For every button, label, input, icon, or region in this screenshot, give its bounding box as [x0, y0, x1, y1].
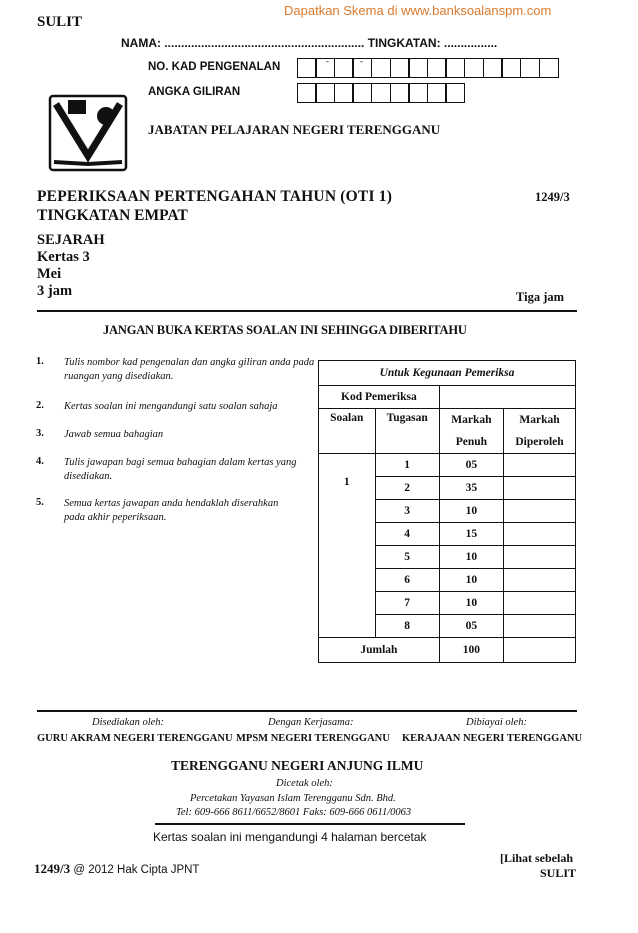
exam-level: TINGKATAN EMPAT [37, 207, 188, 224]
diperoleh-cell[interactable] [504, 615, 576, 638]
header-diperoleh: Diperoleh [504, 431, 576, 454]
penuh-cell: 05 [439, 615, 503, 638]
table-title: Untuk Kegunaan Pemeriksa [319, 361, 576, 386]
jpnt-logo-icon [48, 94, 128, 172]
tugasan-cell: 5 [375, 546, 439, 569]
tugasan-cell: 6 [375, 569, 439, 592]
month: Mei [37, 266, 62, 282]
kerajaan: KERAJAAN NEGERI TERENGGANU [402, 733, 583, 744]
header-markah-2: Markah [504, 409, 576, 432]
tugasan-cell: 8 [375, 615, 439, 638]
diperoleh-cell[interactable] [504, 454, 576, 477]
header-markah: Markah [439, 409, 503, 432]
penuh-cell: 10 [439, 500, 503, 523]
diperoleh-cell[interactable] [504, 546, 576, 569]
printer-name: Percetakan Yayasan Islam Terengganu Sdn. Bhd. [190, 793, 396, 804]
jumlah-diperoleh[interactable] [504, 638, 576, 663]
examiner-table [318, 360, 576, 663]
angka-giliran-boxes[interactable] [298, 83, 465, 103]
diperoleh-cell[interactable] [504, 592, 576, 615]
kod-pemeriksa-label: Kod Pemeriksa [319, 386, 440, 409]
jumlah-penuh: 100 [439, 638, 503, 663]
nama-tingkatan-line: NAMA: ............................................................ TINGKATAN: ................ [121, 36, 498, 50]
soalan-number: 1 [319, 454, 376, 638]
exam-title: PEPERIKSAAN PERTENGAHAN TAHUN (OTI 1) [37, 188, 393, 205]
jumlah-label: Jumlah [319, 638, 440, 663]
paper: Kertas 3 [37, 249, 90, 265]
diperoleh-cell[interactable] [504, 500, 576, 523]
mpsm: MPSM NEGERI TERENGGANU [236, 733, 390, 744]
diperoleh-cell[interactable] [504, 523, 576, 546]
tugasan-cell: 2 [375, 477, 439, 500]
penuh-cell: 10 [439, 592, 503, 615]
guru-akram: GURU AKRAM NEGERI TERENGGANU [37, 733, 233, 744]
disediakan-label: Disediakan oleh: [92, 717, 165, 728]
penuh-cell: 10 [439, 569, 503, 592]
header-penuh: Penuh [439, 431, 503, 454]
divider [155, 823, 465, 825]
dash-mark: - [326, 56, 329, 66]
divider [37, 710, 577, 712]
table-row [319, 454, 576, 477]
exam-code: 1249/3 [535, 190, 570, 204]
motto: TERENGGANU NEGERI ANJUNG ILMU [171, 758, 424, 773]
dicetak-label: Dicetak oleh: [276, 778, 333, 789]
subject: SEJARAH [37, 232, 105, 248]
kad-pengenalan-boxes[interactable] [298, 58, 559, 78]
penuh-cell: 10 [439, 546, 503, 569]
duration-words: Tiga jam [516, 290, 565, 304]
dibiayai-label: Dibiayai oleh: [466, 717, 527, 728]
page-count: Kertas soalan ini mengandungi 4 halaman bercetak [153, 830, 427, 844]
angka-giliran-label: ANGKA GILIRAN [148, 86, 241, 98]
header-soalan: Soalan [319, 409, 376, 454]
tugasan-cell: 3 [375, 500, 439, 523]
lihat-sebelah: [Lihat sebelah [500, 851, 574, 865]
header-tugasan: Tugasan [375, 409, 439, 454]
kad-pengenalan-label: NO. KAD PENGENALAN [148, 61, 281, 73]
sulit-footer: SULIT [540, 866, 577, 880]
duration: 3 jam [37, 283, 73, 299]
tugasan-cell: 1 [375, 454, 439, 477]
diperoleh-cell[interactable] [504, 477, 576, 500]
department-name: JABATAN PELAJARAN NEGERI TERENGGANU [148, 122, 441, 137]
penuh-cell: 05 [439, 454, 503, 477]
diperoleh-cell[interactable] [504, 569, 576, 592]
kod-pemeriksa-field[interactable] [439, 386, 575, 409]
penuh-cell: 35 [439, 477, 503, 500]
divider [37, 310, 577, 312]
copyright: 1249/3 @ 2012 Hak Cipta JPNT [34, 861, 200, 876]
penuh-cell: 15 [439, 523, 503, 546]
warning-text: JANGAN BUKA KERTAS SOALAN INI SEHINGGA DIBERITAHU [103, 323, 467, 337]
tugasan-cell: 4 [375, 523, 439, 546]
watermark: Dapatkan Skema di www.banksoalanspm.com [284, 3, 552, 18]
dash-mark: - [360, 56, 363, 66]
kerjasama-label: Dengan Kerjasama: [268, 717, 354, 728]
tugasan-cell: 7 [375, 592, 439, 615]
printer-contact: Tel: 609-666 8611/6652/8601 Faks: 609-666 0611/0063 [176, 807, 412, 818]
sulit-label: SULIT [37, 14, 83, 30]
